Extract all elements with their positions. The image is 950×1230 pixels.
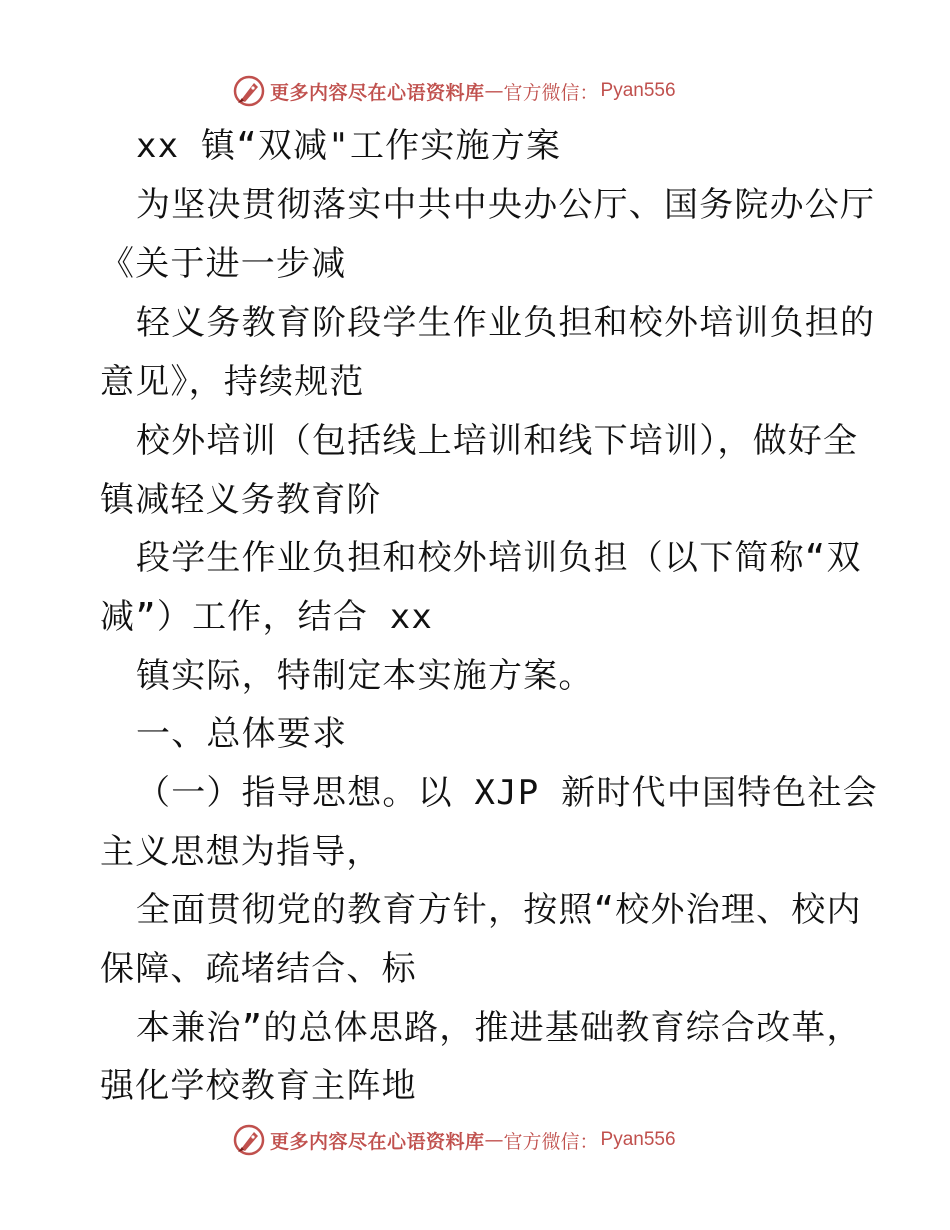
paragraph-line: 镇减轻义务教育阶 [100, 480, 382, 520]
paragraph-line: 轻义务教育阶段学生作业负担和校外培训负担的 [136, 303, 876, 343]
header-banner [232, 71, 676, 111]
footer-banner [232, 1120, 676, 1160]
banner-separator: — [484, 80, 504, 102]
banner-text: 更多内容尽在心语资料库 [270, 81, 485, 104]
paragraph-line: 《关于进一步减 [100, 244, 347, 284]
banner-text: 更多内容尽在心语资料库 [270, 1130, 485, 1153]
paragraph-line: 为坚决贯彻落实中共中央办公厅、国务院办公厅 [136, 185, 876, 225]
paragraph-line: 主义思想为指导， [100, 832, 382, 872]
pen-nib-logo-icon [232, 74, 266, 108]
paragraph-line: 意见》，持续规范 [100, 362, 365, 402]
paragraph-line: 校外培训（包括线上培训和线下培训），做好全 [136, 421, 859, 461]
paragraph-line: （一）指导思想。以 XJP 新时代中国特色社会 [136, 773, 878, 813]
paragraph-line: 段学生作业负担和校外培训负担（以下简称“双 [136, 538, 862, 578]
banner-contact-label: 官方微信： [503, 1130, 599, 1153]
paragraph-line: 镇实际，特制定本实施方案。 [136, 656, 594, 696]
paragraph-line: 保障、疏堵结合、标 [100, 949, 417, 989]
banner-contact-id: Pyan556 [600, 1129, 676, 1150]
section-heading: 一、总体要求 [136, 714, 348, 754]
paragraph-line: 强化学校教育主阵地 [100, 1066, 417, 1106]
document-title: xx 镇“双减"工作实施方案 [136, 126, 562, 166]
paragraph-line: 全面贯彻党的教育方针，按照“校外治理、校内 [136, 890, 862, 930]
banner-contact-id: Pyan556 [600, 80, 676, 101]
banner-separator: — [484, 1129, 504, 1151]
banner-contact-label: 官方微信： [503, 81, 599, 104]
paragraph-line: 本兼治”的总体思路，推进基础教育综合改革， [136, 1008, 862, 1048]
pen-nib-logo-icon [232, 1123, 266, 1157]
paragraph-line: 减”）工作，结合 xx [100, 597, 434, 637]
